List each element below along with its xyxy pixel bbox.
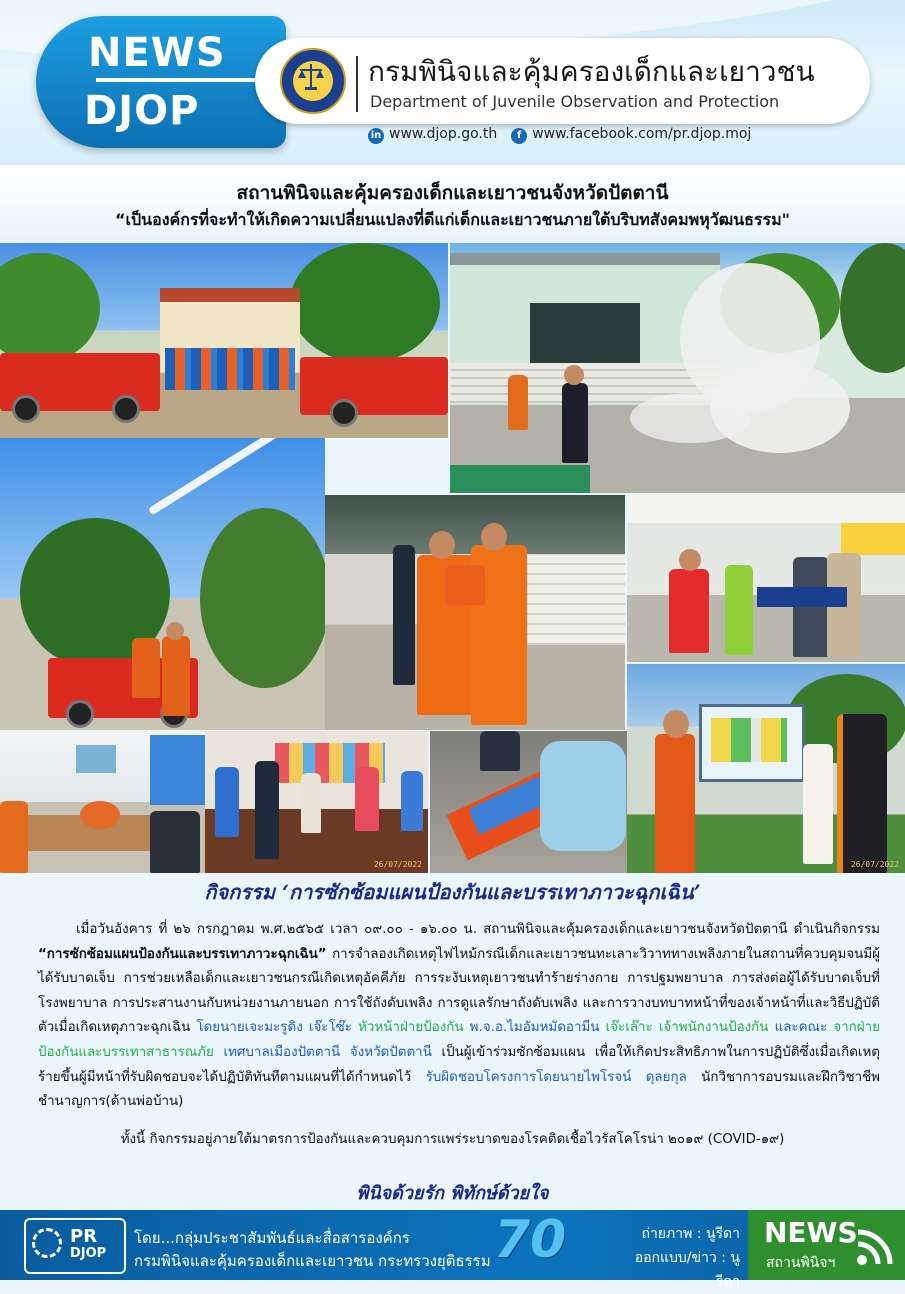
website-link[interactable] (368, 126, 497, 144)
text-highlight: รับผิดชอบโครงการโดยนายไพโรจน์ ดุลยกุล (411, 1069, 687, 1085)
anniversary-number: 70 (494, 1210, 567, 1270)
text-highlight: พ.จ.อ.ไมอัมหมัดอามีน (463, 1020, 600, 1036)
facebook-link-text: www.facebook.com/pr.djop.moj (532, 126, 752, 142)
activity-description (38, 918, 880, 1115)
footer-department: กรมพินิจและคุ้มครองเด็กและเยาวชน กระทรวงยุติธรรม (134, 1252, 491, 1270)
anniversary-logo (490, 1210, 567, 1274)
divider (356, 56, 358, 112)
photo-rescue-carry (325, 495, 625, 730)
facebook-icon: f (511, 128, 527, 144)
facebook-link[interactable] (511, 126, 751, 144)
photo-extinguisher-drill (450, 243, 905, 493)
photo-date-stamp: 26/07/2022 (373, 860, 422, 869)
badge-djop-text: DJOP (84, 88, 200, 134)
photo-stretcher-rescue (430, 731, 627, 873)
covid-note: ทั้งนี้ กิจกรรมอยู่ภายใต้มาตรการป้องกันและควบคุมการแพร่ระบาดของโรคติดเชื้อไวรัสโคโรน่า ๒๐๑๙ (COVID-๑๙) (120, 1132, 785, 1147)
scales-icon (297, 62, 325, 92)
pr-djop-logo (24, 1218, 126, 1274)
photo-first-aid-class (205, 731, 428, 873)
activity-title: กิจกรรม ‘การซักซ้อมแผนป้องกันและบรรเทาภาวะฉุกเฉิน’ (204, 880, 701, 904)
text-part: เมื่อวันอังคาร ที่ ๒๖ กรกฎาคม พ.ศ.๒๕๖๕ เวลา ๐๙.๐๐ - ๑๖.๐๐ น. สถานพินิจและคุ้มครองเด็กและเยาวชนจังหวัดปัตตานี ดำเนินกิจกรรม (76, 922, 880, 937)
photo-restraint-drill (627, 495, 905, 662)
pr-logo-bottom: DJOP (70, 1246, 107, 1261)
news-djop-badge (36, 16, 286, 148)
camera-icon (32, 1228, 62, 1258)
footer-publisher: โดย...กลุ่มประชาสัมพันธ์และสื่อสารองค์กร (134, 1229, 410, 1247)
text-part: นักวิชาการอบรมและฝึกวิชาชีพชำนาญการ(ด้านพ่อบ้าน) (38, 1069, 880, 1110)
text-part: การจำลองเกิดเหตุไฟไหม้กรณีเด็กและเยาวชนทะเลาะวิวาททางเพลิงภายในสถานที่ควบคุมจนมีผู้ได้รับบาดเจ็บ การช่วยเหลือเด็กและเยาวชนกรณีเกิดเหตุอัคคีภัย การระงับเหตุเยาวชนทำร้ายร่างกาย การปฐมพยาบาล การส่งต่อผู้ได้รับบาดเจ็บที่โรงพยาบาล การประสานงานกับหน่วยงานภายนอก การใช้ถังดับเพลิง การดูแลรักษาถังดับเพลิง และการวางบทบาทหน้าที่ของเจ้าหน้าที่และวิธีปฏิบัติตัวเมื่อเกิดเหตุภาวะฉุกเฉิน (38, 946, 880, 1036)
activity-name: “การซักซ้อมแผนป้องกันและบรรเทาภาวะฉุกเฉิน” (38, 946, 327, 962)
photo-fire-trucks-group (0, 243, 448, 438)
news-logo-top: NEWS (764, 1216, 858, 1249)
photo-fire-hose-truck (0, 438, 325, 730)
website-link-text: www.djop.go.th (389, 126, 498, 142)
organization-slogan: “เป็นองค์กรที่จะทำให้เกิดความเปลี่ยนแปลงที่ดีแก่เด็กและเยาวชนภายใต้บริบทสังคมพหุวัฒนธรรม" (115, 210, 790, 229)
badge-news-text: NEWS (88, 30, 226, 76)
credits (630, 1222, 740, 1294)
department-name-thai: กรมพินิจและคุ้มครองเด็กและเยาวชน (368, 55, 815, 88)
text-highlight: หัวหน้าฝ่ายป้องกัน (351, 1020, 464, 1036)
photo-meeting-room (0, 731, 205, 873)
photo-date-stamp: 26/07/2022 (850, 860, 899, 869)
photo-map-briefing (627, 664, 905, 873)
linkedin-icon: in (368, 128, 384, 144)
text-highlight: เทศบาลเมืองปัตตานี จังหวัดปัตตานี (213, 1044, 432, 1060)
text-part: เป็นผู้เข้าร่วมซักซ้อมแผน เพื่อให้เกิดประสิทธิภาพในการปฏิบัติซึ่งเมื่อเกิดเหตุร้ายขึ้นผู้มีหน้าที่รับผิดชอบจะได้ปฏิบัติทันทีตามแผนที่ได้กำหนดไว้ (38, 1044, 880, 1085)
pr-logo-top: PR (70, 1226, 98, 1247)
photo-credit: ถ่ายภาพ : นูรีดา (641, 1226, 740, 1242)
organization-title: สถานพินิจและคุ้มครองเด็กและเยาวชนจังหวัดปัตตานี (236, 182, 669, 204)
rss-icon (854, 1224, 898, 1268)
design-credit: ออกแบบ/ข่าว : นูรีดา (634, 1250, 740, 1290)
motto: พินิจด้วยรัก พิทักษ์ด้วยใจ (356, 1183, 549, 1204)
text-highlight: จากฝ่ายป้องกันและบรรเทาสาธารณภัย (38, 1020, 881, 1060)
news-logo-bottom: สถานพินิจฯ (766, 1255, 836, 1271)
text-highlight: และคณะ (768, 1020, 828, 1036)
text-highlight: เจ๊ะเล๊าะ เจ้าพนักงานป้องกัน (599, 1020, 769, 1036)
text-highlight: โดยนายเจะมะรูดิง เจ๊ะโซ๊ะ (196, 1020, 352, 1036)
department-name-english: Department of Juvenile Observation and Protection (370, 92, 780, 111)
news-station-logo (748, 1210, 905, 1280)
contact-links (368, 126, 751, 144)
